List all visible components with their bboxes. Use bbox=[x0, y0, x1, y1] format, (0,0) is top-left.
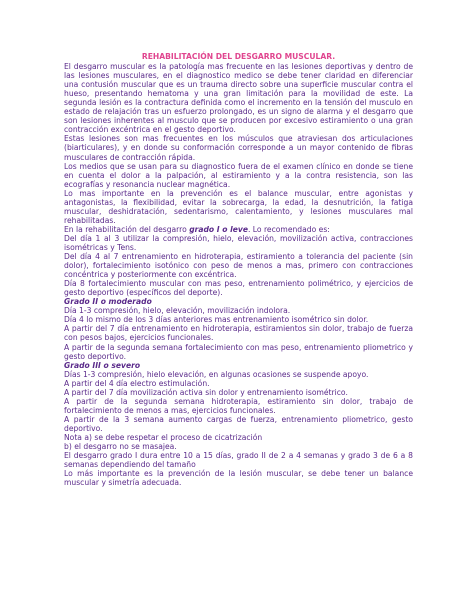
note: Nota a) se debe respetar el proceso de cicatrización bbox=[64, 432, 263, 442]
grade3-item: Días 1-3 compresión, hielo elevación, en algunas ocasiones se suspende apoyo. bbox=[64, 369, 369, 379]
grade1-item: Día 8 fortalecimiento muscular con mas peso, entrenamiento polimétrico, y ejercicios de gesto deportivo (específicos del deporte). bbox=[64, 279, 413, 298]
grade3-item: A partir de la segunda semana hidroterapia, estiramiento sin dolor, trabajo de fortalecimiento de menos a mas, ejercicios funcionales. bbox=[64, 396, 413, 415]
grade2-item: A partir de la segunda semana fortalecimiento con mas peso, entrenamiento pliometrico y gesto deportivo. bbox=[64, 342, 413, 361]
grade2-item: Día 1-3 compresión, hielo, elevación, movilización indolora. bbox=[64, 306, 291, 316]
grade3-item: A partir de la 3 semana aumento cargas de fuerza, entrenamiento pliometrico, gesto deportivo. bbox=[64, 414, 413, 433]
grade2-heading: Grado II o moderado bbox=[64, 297, 152, 307]
page-title: REHABILITACIÓN DEL DESGARRO MUSCULAR. bbox=[141, 52, 336, 61]
intro-suffix: . Lo recomendado es: bbox=[247, 224, 330, 234]
rehab-intro bbox=[64, 225, 413, 234]
intro-prefix: En la rehabilitación del desgarro bbox=[64, 224, 190, 234]
paragraph: Lo mas importante en la prevención es el balance muscular, entre agonistas y antagonistas, la flexibilidad, evitar la sobrecarga, la edad, la desnutrición, la fatiga muscular, deshidratación, sedentarismo, calentamiento, y lesiones musculares mal rehabilitadas. bbox=[64, 188, 413, 225]
grade3-item: A partir del 4 día electro estimulación. bbox=[64, 378, 210, 388]
paragraph: Los medios que se usan para su diagnostico fuera de el examen clínico en donde se tiene en cuenta el dolor a la palpación, al estiramiento y a la contra resistencia, son las ecografías y resonancia nuclear magnética. bbox=[64, 161, 413, 189]
paragraph: Estas lesiones son mas frecuentes en los músculos que atraviesan dos articulaciones (biarticulares), y en donde su conformación corresponde a un mayor contenido de fibras musculares de contracción rápida. bbox=[64, 134, 413, 162]
grade3-item: A partir del 7 día movilización activa sin dolor y entrenamiento isométrico. bbox=[64, 387, 348, 397]
grade3-heading: Grado III o severo bbox=[64, 360, 141, 370]
note: El desgarro grado I dura entre 10 a 15 días, grado II de 2 a 4 semanas y grado 3 de 6 a 8 semanas dependiendo del tamaño bbox=[64, 451, 413, 470]
grade2-item: Día 4 lo mismo de los 3 días anteriores mas entrenamiento isométrico sin dolor. bbox=[64, 315, 369, 325]
grade2-item: A partir del 7 día entrenamiento en hidroterapia, estiramientos sin dolor, trabajo de fuerza con pesos bajos, ejercicios funcionales. bbox=[64, 324, 413, 343]
grade1-heading: grado I o leve bbox=[189, 224, 248, 234]
grade1-item: Del día 4 al 7 entrenamiento en hidroterapia, estiramiento a tolerancia del paciente (sin dolor), fortalecimiento isotónico con peso de menos a mas, primero con contracciones concéntrica y posteriormente con excéntrica. bbox=[64, 252, 413, 280]
note: Lo más importante es la prevención de la lesión muscular, se debe tener un balance muscular y simetría adecuada. bbox=[64, 469, 413, 488]
paragraph: El desgarro muscular es la patología mas frecuente en las lesiones deportivas y dentro de las lesiones musculares, en el diagnostico medico se debe tener claridad en diferenciar una contusión muscular que es un trauma directo sobre una superficie muscular contra el hueso, presentando hematoma y una gran limitación para la movilidad de este. La segunda lesión es la contractura definida como el incremento en la tensión del musculo en estado de relajación tras un esfuerzo prolongado, es un signo de alarma y el desgarro que son lesiones inherentes al musculo que se producen por excesivo estiramiento o una gran contracción excéntrica en el gesto deportivo. bbox=[64, 62, 413, 135]
grade1-item: Del día 1 al 3 utilizar la compresión, hielo, elevación, movilización activa, contracciones isométricas y Tens. bbox=[64, 233, 413, 252]
note: b) el desgarro no se masajea. bbox=[64, 442, 177, 452]
